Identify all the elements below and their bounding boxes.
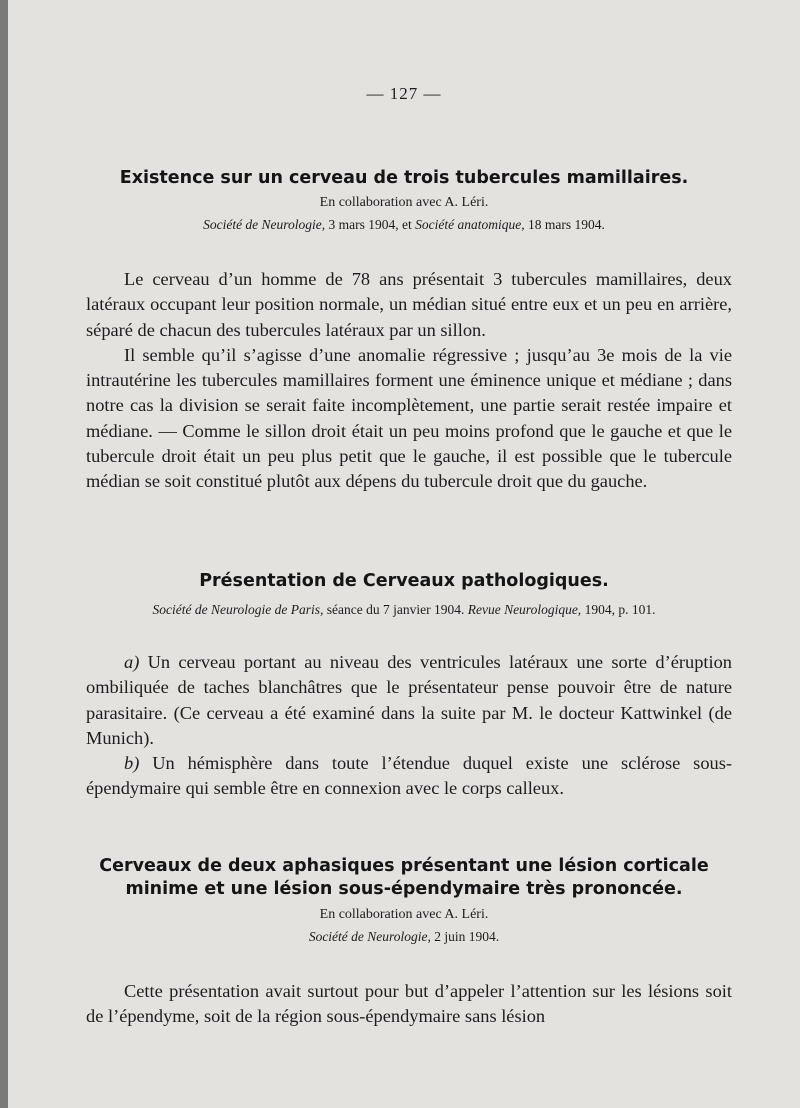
journal-name: Société de Neurologie,: [308, 929, 431, 944]
item-text: Un cerveau portant au niveau des ventricules latéraux une sorte d’éruption ombiliquée de taches blanchâtres que le présentateur pense pouvoir être de nature parasitaire. (Ce cerveau a été examiné dans la suite par M. le docteur Kattwinkel (de Munich).: [86, 652, 732, 748]
citation-date: séance du 7 janvier 1904.: [323, 602, 468, 617]
section-title-aphasiques-line1: Cerveaux de deux aphasiques présentant une lésion corticale: [99, 856, 709, 876]
collaboration-note: En collaboration avec A. Léri.: [319, 907, 489, 922]
paragraph: Le cerveau d’un homme de 78 ans présentait 3 tubercules mamillaires, deux latéraux occupant leur position normale, un médian situé entre eux et un peu en arrière, séparé de chacun des tubercules latéraux par un sillon.: [86, 269, 732, 340]
citation-date: 3 mars 1904, et: [325, 217, 416, 232]
item-text: Un hémisphère dans toute l’étendue duquel existe une sclérose sous-épendymaire qui semble être en connexion avec le corps calleux.: [86, 753, 732, 799]
paragraph: Cette présentation avait surtout pour but d’appeler l’attention sur les lésions soit de l’épendyme, soit de la région sous-épendymaire sans lésion: [86, 981, 732, 1027]
source-citation: [8, 217, 800, 233]
page-number: — 127 —: [366, 84, 442, 103]
paragraph: Il semble qu’il s’agisse d’une anomalie régressive ; jusqu’au 3e mois de la vie intrautérine les tubercules mamillaires forment une éminence unique et médiane ; dans notre cas la division se serait faite incomplètement, une partie serait restée impaire et médiane. — Comme le sillon droit était un peu moins profond que le gauche et que le tubercule droit était un peu plus petit que le gauche, il est possible que le tubercule médian se soit constitué plutôt aux dépens du tubercule droit que du gauche.: [86, 344, 732, 492]
list-item: [86, 751, 732, 802]
section-title-aphasiques-line2: minime et une lésion sous-épendymaire très prononcée.: [125, 879, 683, 899]
citation-date: 18 mars 1904.: [524, 217, 605, 232]
source-citation: [8, 602, 800, 618]
collaboration-note: En collaboration avec A. Léri.: [319, 195, 489, 210]
item-label: b): [124, 753, 140, 774]
section-title-cerveaux-pathologiques: Présentation de Cerveaux pathologiques.: [199, 571, 609, 591]
journal-name: Société de Neurologie,: [203, 217, 326, 232]
citation-date: 2 juin 1904.: [430, 929, 500, 944]
book-page: [8, 0, 800, 1108]
journal-name: Société anatomique,: [415, 217, 525, 232]
list-item: [86, 650, 732, 751]
section-body: [86, 267, 732, 495]
section-title-tubercules: Existence sur un cerveau de trois tubercules mamillaires.: [119, 168, 689, 188]
citation-date: 1904, p. 101.: [581, 602, 656, 617]
item-label: a): [124, 652, 140, 672]
section-body: [86, 979, 732, 1030]
section-body: [86, 650, 732, 802]
source-citation: [8, 929, 800, 945]
journal-name: Société de Neurologie de Paris,: [152, 602, 324, 617]
journal-name: Revue Neurologique,: [467, 602, 582, 617]
